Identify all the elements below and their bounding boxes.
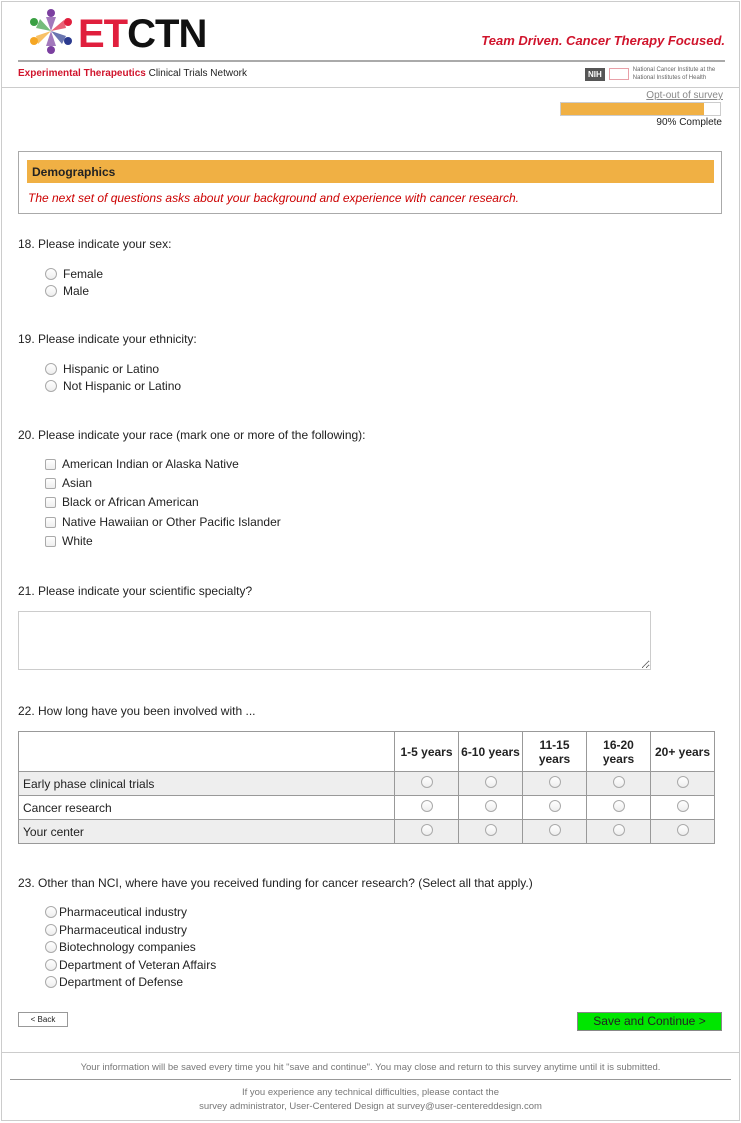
q23-option[interactable] xyxy=(45,958,216,972)
radio[interactable] xyxy=(485,824,497,836)
radio[interactable] xyxy=(677,800,689,812)
divider xyxy=(1,1052,740,1053)
column-header: 6-10 years xyxy=(459,732,523,772)
option-label: Male xyxy=(63,284,90,298)
progress-bar xyxy=(560,102,721,116)
radio[interactable] xyxy=(45,363,57,375)
option-label: Pharmaceutical industry xyxy=(59,923,188,937)
table-row xyxy=(19,796,715,820)
radio[interactable] xyxy=(549,776,561,788)
column-header: 20+ years xyxy=(651,732,715,772)
email-link[interactable]: survey@user-centereddesign.com xyxy=(397,1101,542,1112)
column-header: 11-15 years xyxy=(523,732,587,772)
option-label: Asian xyxy=(62,476,93,490)
option-label: Pharmaceutical industry xyxy=(59,905,188,919)
q21-label: 21. Please indicate your scientific specialty? xyxy=(18,584,253,598)
row-label: Your center xyxy=(19,820,395,844)
q23-option[interactable] xyxy=(45,905,187,919)
q20-option[interactable] xyxy=(45,534,93,548)
progress-fill xyxy=(561,103,704,115)
q20-label: 20. Please indicate your race (mark one or more of the following): xyxy=(18,428,366,442)
matrix-corner xyxy=(19,732,395,772)
column-header: 1-5 years xyxy=(395,732,459,772)
q23-label: 23. Other than NCI, where have you received funding for cancer research? (Select all that apply.) xyxy=(18,876,533,890)
nci-logo-icon xyxy=(609,68,629,80)
radio[interactable] xyxy=(45,924,57,936)
progress-label: 90% Complete xyxy=(656,117,722,128)
q23-option[interactable] xyxy=(45,923,187,937)
save-continue-button[interactable]: Save and Continue > xyxy=(577,1012,722,1031)
option-label: Native Hawaiian or Other Pacific Islander xyxy=(62,515,281,529)
q18-option-female[interactable] xyxy=(45,267,103,281)
radio[interactable] xyxy=(421,800,433,812)
radio[interactable] xyxy=(45,285,57,297)
radio[interactable] xyxy=(613,800,625,812)
radio[interactable] xyxy=(45,380,57,392)
radio[interactable] xyxy=(549,800,561,812)
radio[interactable] xyxy=(45,959,57,971)
q19-option-hispanic[interactable] xyxy=(45,362,159,376)
checkbox[interactable] xyxy=(45,459,56,470)
q20-option[interactable] xyxy=(45,457,239,471)
nci-line2: National Institutes of Health xyxy=(632,75,707,81)
radio[interactable] xyxy=(421,776,433,788)
subtitle-rest: Clinical Trials Network xyxy=(145,68,247,79)
checkbox[interactable] xyxy=(45,536,56,547)
divider xyxy=(18,60,725,62)
checkbox[interactable] xyxy=(45,517,56,528)
q19-option-not-hispanic[interactable] xyxy=(45,379,181,393)
contact-line1: If you experience any technical difficulties, please contact the xyxy=(241,1087,499,1098)
option-label: Black or African American xyxy=(62,495,199,509)
radio[interactable] xyxy=(613,776,625,788)
subtitle-bold: Experimental Therapeutics xyxy=(18,68,146,79)
back-button[interactable]: < Back xyxy=(18,1012,68,1027)
network-subtitle xyxy=(18,68,247,79)
radio[interactable] xyxy=(549,824,561,836)
row-label: Early phase clinical trials xyxy=(19,772,395,796)
radio[interactable] xyxy=(45,268,57,280)
q23-option[interactable] xyxy=(45,975,183,989)
q20-option[interactable] xyxy=(45,495,199,509)
option-label: Biotechnology companies xyxy=(59,940,196,954)
option-label: Not Hispanic or Latino xyxy=(63,379,182,393)
radio[interactable] xyxy=(677,824,689,836)
row-label: Cancer research xyxy=(19,796,395,820)
etctn-logo-icon xyxy=(26,8,76,54)
table-row xyxy=(19,772,715,796)
checkbox[interactable] xyxy=(45,497,56,508)
etctn-logo: ETCTN xyxy=(78,12,207,56)
contact-line2: survey administrator, User-Centered Design at xyxy=(199,1101,398,1112)
section-description: The next set of questions asks about your background and experience with cancer research. xyxy=(28,191,519,205)
radio[interactable] xyxy=(45,941,57,953)
radio[interactable] xyxy=(485,800,497,812)
tagline: Team Driven. Cancer Therapy Focused. xyxy=(481,33,725,48)
radio[interactable] xyxy=(677,776,689,788)
opt-out-link[interactable]: Opt-out of survey xyxy=(646,90,723,101)
specialty-textarea[interactable] xyxy=(18,611,651,670)
nih-badge: NIH xyxy=(585,68,605,81)
option-label: Department of Veteran Affairs xyxy=(59,958,217,972)
save-note: Your information will be saved every time you hit "save and continue". You may close and return to this survey anytime until it is submitted. xyxy=(80,1062,661,1073)
section-title: Demographics xyxy=(27,160,714,183)
contact-info xyxy=(0,1086,741,1114)
column-header: 16-20 years xyxy=(587,732,651,772)
nih-logo xyxy=(585,66,715,82)
radio[interactable] xyxy=(45,976,57,988)
divider xyxy=(1,87,740,88)
involvement-matrix xyxy=(18,731,715,844)
option-label: Hispanic or Latino xyxy=(63,362,160,376)
q23-option[interactable] xyxy=(45,940,196,954)
checkbox[interactable] xyxy=(45,478,56,489)
option-label: American Indian or Alaska Native xyxy=(62,457,239,471)
option-label: Female xyxy=(63,267,104,281)
radio[interactable] xyxy=(485,776,497,788)
radio[interactable] xyxy=(421,824,433,836)
divider xyxy=(10,1079,731,1080)
q20-option[interactable] xyxy=(45,515,281,529)
q18-label: 18. Please indicate your sex: xyxy=(18,237,172,251)
q18-option-male[interactable] xyxy=(45,284,89,298)
table-row xyxy=(19,820,715,844)
nci-line1: National Cancer Institute at the xyxy=(632,67,716,73)
q22-label: 22. How long have you been involved with ... xyxy=(18,704,256,718)
section-header xyxy=(18,151,722,214)
radio[interactable] xyxy=(45,906,57,918)
q20-option[interactable] xyxy=(45,476,92,490)
option-label: White xyxy=(62,534,93,548)
radio[interactable] xyxy=(613,824,625,836)
q19-label: 19. Please indicate your ethnicity: xyxy=(18,332,197,346)
option-label: Department of Defense xyxy=(59,975,184,989)
